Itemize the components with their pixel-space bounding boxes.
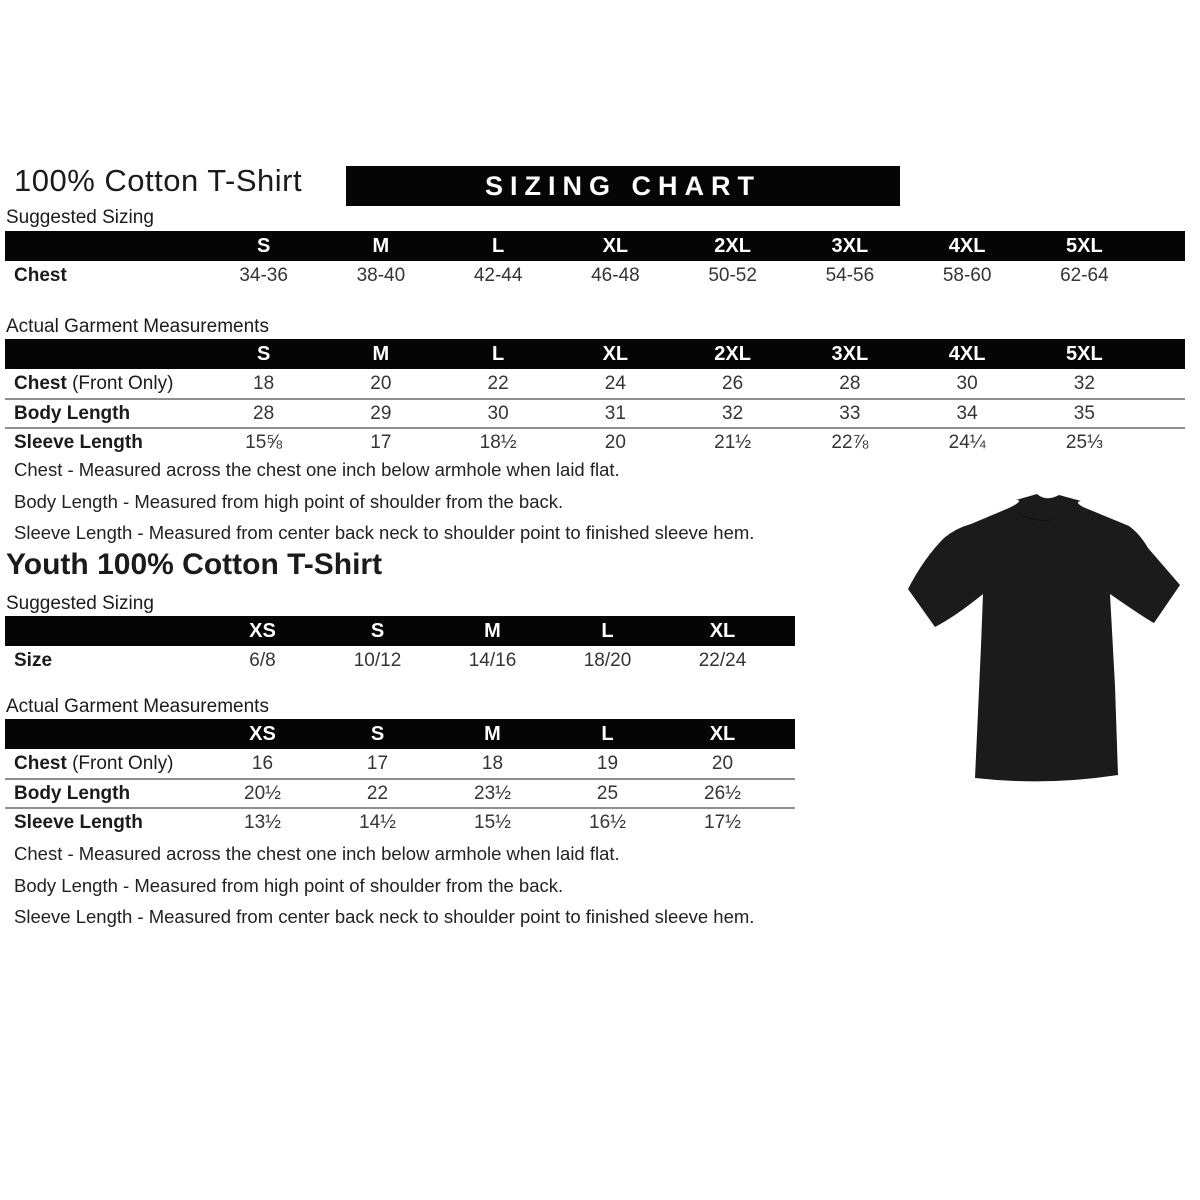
table-header-row [5, 339, 1185, 369]
value-cell: 20 [711, 752, 734, 774]
note-chest: Chest - Measured across the chest one inch below armhole when laid flat. [14, 459, 620, 480]
value-cell: 14½ [359, 811, 396, 833]
value-cell: 25 [596, 782, 619, 804]
value-cell: 17 [366, 752, 389, 774]
column-header-l: L [601, 619, 614, 642]
column-header-2xl: 2XL [714, 234, 751, 257]
value-cell: 18 [481, 752, 504, 774]
table-row [5, 427, 1185, 456]
column-header-xl: XL [602, 342, 629, 365]
table-row [5, 749, 795, 778]
note-body-length: Body Length - Measured from high point of shoulder from the back. [14, 874, 564, 896]
table-header-row [5, 719, 795, 749]
value-cell: 20 [604, 431, 626, 453]
value-cell: 24¼ [948, 431, 986, 453]
value-cell: 50-52 [708, 264, 757, 286]
column-header-l: L [492, 234, 505, 257]
value-cell: 20 [370, 372, 392, 394]
column-header-4xl: 4XL [948, 234, 986, 257]
column-header-4xl: 4XL [948, 342, 986, 365]
black-tshirt-image [896, 486, 1190, 800]
row-label: Chest [14, 264, 67, 286]
column-header-2xl: 2XL [714, 342, 751, 365]
table-header-row [5, 231, 1185, 261]
column-header-l: L [492, 342, 505, 365]
column-header-xs: XS [249, 722, 276, 745]
value-cell: 33 [839, 402, 861, 424]
value-cell: 18 [253, 372, 275, 394]
youth-measurements-table [5, 719, 795, 836]
sizing-chart-banner: SIZING CHART [346, 166, 900, 206]
value-cell: 17 [370, 431, 392, 453]
value-cell: 15⅝ [245, 431, 283, 453]
table-row [5, 778, 795, 807]
value-cell: 23½ [474, 782, 511, 804]
table-row [5, 261, 1185, 290]
value-cell: 22⅞ [831, 431, 869, 453]
value-cell: 30 [487, 402, 509, 424]
row-label: Body Length [14, 782, 131, 804]
value-cell: 16½ [589, 811, 626, 833]
value-cell: 29 [370, 402, 392, 424]
adult-measurements-table [5, 339, 1185, 456]
adult-suggested-sizing-table [5, 231, 1185, 290]
column-header-s: S [256, 234, 271, 257]
note-chest: Chest - Measured across the chest one inch below armhole when laid flat. [14, 843, 620, 864]
column-header-m: M [484, 722, 501, 745]
youth-suggested-sizing-table [5, 616, 795, 675]
value-cell: 54-56 [825, 264, 875, 286]
value-cell: 20½ [244, 782, 281, 804]
value-cell: 22 [366, 782, 389, 804]
column-header-xl: XL [602, 234, 629, 257]
value-cell: 46-48 [591, 264, 640, 286]
value-cell: 28 [253, 402, 275, 424]
value-cell: 32 [722, 402, 744, 424]
youth-suggested-sizing-label: Suggested Sizing [6, 593, 154, 614]
value-cell: 22 [487, 372, 509, 394]
column-header-s: S [256, 342, 271, 365]
value-cell: 14/16 [468, 649, 517, 671]
value-cell: 18/20 [583, 649, 632, 671]
table-row [5, 398, 1185, 427]
table-row [5, 807, 795, 836]
value-cell: 15½ [474, 811, 511, 833]
table-header-row [5, 616, 795, 646]
table-row [5, 369, 1185, 398]
column-header-3xl: 3XL [831, 234, 869, 257]
column-header-xl: XL [709, 619, 736, 642]
row-label: Sleeve Length [14, 811, 143, 833]
adult-suggested-sizing-label: Suggested Sizing [6, 207, 154, 228]
row-label: Size [14, 649, 53, 671]
value-cell: 34 [956, 402, 978, 424]
note-sleeve-length: Sleeve Length - Measured from center back neck to shoulder point to finished sleeve hem. [14, 906, 755, 927]
column-header-m: M [372, 234, 390, 257]
note-sleeve-length: Sleeve Length - Measured from center back neck to shoulder point to finished sleeve hem. [14, 522, 755, 543]
table-row [5, 646, 795, 675]
value-cell: 24 [604, 372, 626, 394]
column-header-m: M [484, 619, 501, 642]
column-header-5xl: 5XL [1066, 342, 1103, 365]
value-cell: 25⅓ [1065, 431, 1103, 453]
tshirt-body [908, 494, 1180, 781]
value-cell: 10/12 [353, 649, 402, 671]
value-cell: 17½ [704, 811, 741, 833]
note-body-length: Body Length - Measured from high point of shoulder from the back. [14, 490, 564, 512]
column-header-5xl: 5XL [1066, 234, 1103, 257]
value-cell: 30 [956, 372, 978, 394]
column-header-m: M [372, 342, 390, 365]
column-header-l: L [601, 722, 614, 745]
value-cell: 13½ [244, 811, 281, 833]
value-cell: 19 [596, 752, 619, 774]
column-header-s: S [370, 619, 385, 642]
tshirt-photo [896, 486, 1190, 800]
row-label: Chest (Front Only) [14, 372, 174, 394]
value-cell: 35 [1073, 402, 1095, 424]
youth-title: Youth 100% Cotton T-Shirt [6, 548, 383, 581]
value-cell: 18½ [479, 431, 517, 453]
row-label: Chest (Front Only) [14, 752, 174, 774]
column-header-3xl: 3XL [831, 342, 869, 365]
page-title: 100% Cotton T-Shirt [14, 163, 303, 198]
value-cell: 34-36 [239, 264, 288, 286]
value-cell: 26 [722, 372, 744, 394]
value-cell: 6/8 [249, 649, 276, 671]
youth-measurements-label: Actual Garment Measurements [6, 696, 269, 717]
value-cell: 42-44 [473, 264, 523, 286]
value-cell: 31 [604, 402, 626, 424]
value-cell: 26½ [704, 782, 741, 804]
row-label: Body Length [14, 402, 131, 424]
row-label: Sleeve Length [14, 431, 143, 453]
value-cell: 38-40 [356, 264, 406, 286]
youth-notes [14, 843, 754, 938]
column-header-s: S [370, 722, 385, 745]
adult-measurements-label: Actual Garment Measurements [6, 316, 269, 337]
value-cell: 22/24 [698, 649, 747, 671]
column-header-xs: XS [249, 619, 276, 642]
value-cell: 16 [251, 752, 274, 774]
value-cell: 21½ [714, 431, 752, 453]
value-cell: 58-60 [942, 264, 992, 286]
adult-notes [14, 459, 754, 554]
column-header-xl: XL [709, 722, 736, 745]
value-cell: 62-64 [1060, 264, 1109, 286]
value-cell: 32 [1073, 372, 1095, 394]
value-cell: 28 [839, 372, 861, 394]
